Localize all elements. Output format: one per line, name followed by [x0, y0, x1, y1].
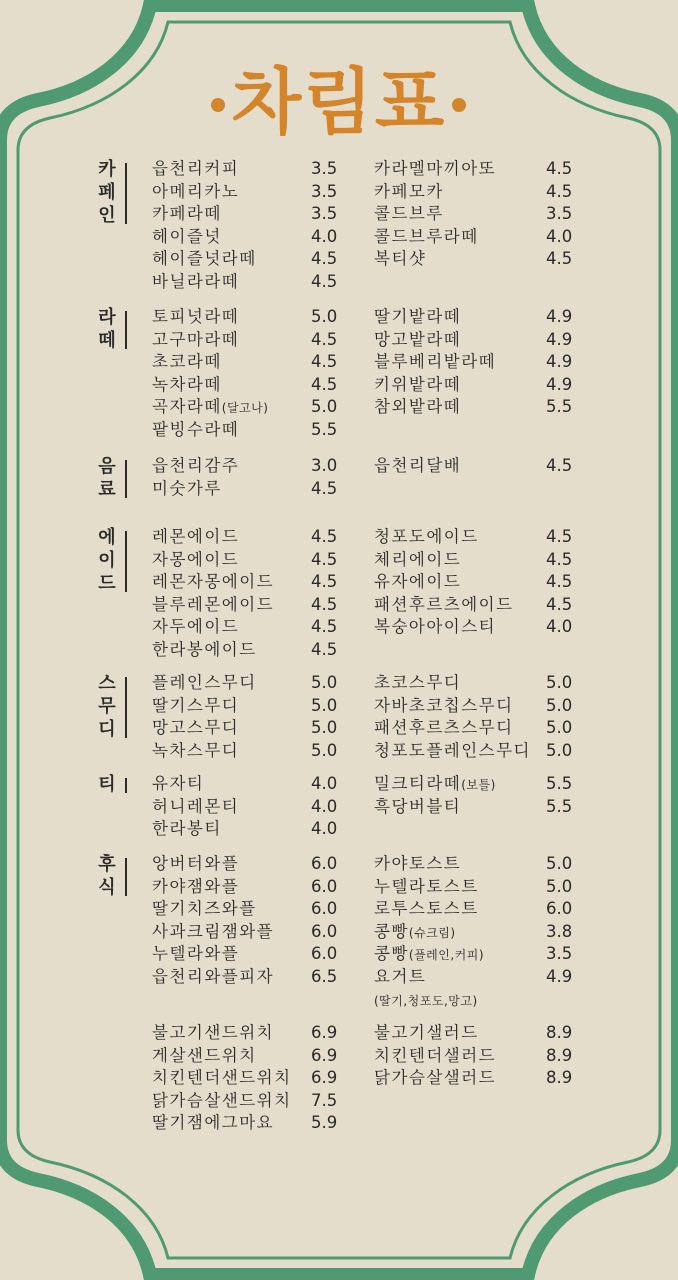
menu-item-price: 4.5: [546, 249, 573, 269]
menu-item-name: 치킨텐더샌드위치: [152, 1068, 292, 1088]
category-char: 이: [98, 550, 116, 571]
menu-item-price: 4.5: [546, 594, 573, 614]
category-char: 페: [98, 182, 116, 203]
category-char: 카: [98, 159, 116, 180]
category-label: [94, 526, 120, 595]
menu-item-price: 6.9: [311, 1068, 338, 1088]
menu-item-name: 바닐라라떼: [152, 271, 240, 291]
menu-item-name: 콩빵(슈크림): [374, 921, 456, 941]
menu-item-name: 체리에이드: [374, 549, 462, 569]
category-char: 스: [98, 673, 116, 694]
menu-item-name: 콩빵(플레인,커피): [374, 944, 485, 964]
menu-item-price: 4.9: [546, 329, 573, 349]
menu-item-name: 읍천리감주: [152, 456, 240, 475]
menu-item-price: 3.5: [311, 159, 338, 178]
menu-item-name: 패션후르츠스무디: [374, 718, 514, 738]
menu-item-price: 4.5: [546, 572, 573, 592]
menu-item-price: 5.0: [546, 854, 573, 873]
menu-item-name: 복숭아아이스티: [374, 617, 497, 637]
menu-item-name: 치킨텐더샐러드: [374, 1045, 497, 1065]
menu-item-price: 5.5: [546, 774, 573, 793]
menu-item-name: 콜드브루: [374, 204, 444, 224]
menu-item-price: 4.5: [311, 352, 338, 372]
menu-item-price: 4.0: [311, 819, 338, 839]
menu-item-price: 5.0: [311, 718, 338, 738]
menu-item-name: 카라멜마끼아또: [374, 159, 497, 178]
menu-item-price: 8.9: [546, 1045, 573, 1065]
category-char: 디: [98, 719, 116, 740]
category-divider: [125, 163, 127, 224]
menu-item-price: 5.5: [311, 419, 338, 439]
category-label: [94, 158, 120, 227]
menu-item-name: 로투스토스트: [374, 899, 479, 919]
menu-item-name: 참외밭라떼: [374, 397, 462, 417]
menu-item-price: 5.0: [546, 718, 573, 738]
category-char: 떼: [98, 330, 116, 351]
menu-item-price: 6.9: [311, 1023, 338, 1042]
menu-item-price: 3.0: [311, 456, 338, 475]
menu-title: 차림표: [231, 60, 447, 144]
menu-item-name: 자바초코칩스무디: [374, 695, 514, 715]
menu-item-price: 7.5: [311, 1090, 338, 1110]
menu-item-price: 4.5: [311, 374, 338, 394]
menu-item-name: 키위밭라떼: [374, 374, 462, 394]
menu-item-price: 4.5: [311, 329, 338, 349]
category-label: [94, 306, 120, 352]
menu-item-name: 카야잼와플: [152, 876, 240, 896]
menu-item-note: (플레인,커피): [408, 948, 485, 963]
menu-item-price: 5.9: [311, 1113, 338, 1133]
menu-item-name: 아메리카노: [152, 181, 240, 201]
menu-item-price: 5.0: [311, 740, 338, 760]
category-char: 식: [98, 877, 116, 898]
category-char: 무: [98, 696, 116, 717]
category-divider: [125, 460, 127, 498]
menu-item-price: 6.9: [311, 1045, 338, 1065]
category-char: 료: [98, 479, 116, 500]
menu-item-name: 허니레몬티: [152, 796, 240, 816]
menu-item-name: 복티샷: [374, 249, 427, 269]
menu-item-name: 읍천리달배: [374, 456, 462, 475]
menu-item-name: 누텔라토스트: [374, 876, 479, 896]
menu-item-price: 4.5: [546, 159, 573, 178]
menu-item-price: 3.5: [546, 944, 573, 964]
menu-item-name: 자두에이드: [152, 617, 240, 637]
menu-item-price: 8.9: [546, 1068, 573, 1088]
menu-item-name: 카페라떼: [152, 204, 222, 224]
menu-item-name: 카페모카: [374, 181, 444, 201]
menu-item-price: 6.0: [311, 944, 338, 964]
menu-item-name: 블루레몬에이드: [152, 594, 275, 614]
category-char: 드: [98, 573, 116, 594]
menu-item-name: 토피넛라떼: [152, 307, 240, 326]
menu-item-price: 4.5: [311, 249, 338, 269]
menu-item-note: (딸기,청포도,망고): [374, 993, 478, 1008]
menu-item-price: 4.5: [546, 549, 573, 569]
menu-item-name: 딸기치즈와플: [152, 899, 257, 919]
menu-item-name: 망고스무디: [152, 718, 240, 738]
menu-item-name: 한라봉에이드: [152, 639, 257, 659]
menu-item-name: 고구마라떼: [152, 329, 240, 349]
menu-item-name: [374, 989, 478, 1013]
menu-item-price: 4.5: [311, 594, 338, 614]
menu-item-price: 8.9: [546, 1023, 573, 1042]
menu-item-price: 3.8: [546, 921, 573, 941]
category-char: 에: [98, 527, 116, 548]
menu-item-name: 초코라떼: [152, 352, 222, 372]
menu-item-name: 유자에이드: [374, 572, 462, 592]
menu-item-price: 6.0: [311, 876, 338, 896]
menu-item-price: 5.0: [311, 307, 338, 326]
category-divider: [125, 858, 127, 896]
menu-item-price: 4.5: [546, 527, 573, 546]
menu-item-price: 3.5: [546, 204, 573, 224]
menu-item-price: 6.0: [311, 921, 338, 941]
menu-item-price: 5.0: [311, 673, 338, 692]
menu-item-name: 유자티: [152, 774, 205, 793]
menu-item-name: 카야토스트: [374, 854, 462, 873]
menu-item-price: 5.5: [546, 397, 573, 417]
menu-item-name: 흑당버블티: [374, 796, 462, 816]
menu-item-price: 4.9: [546, 966, 573, 986]
menu-item-name: 누텔라와플: [152, 944, 240, 964]
menu-item-price: 5.0: [311, 695, 338, 715]
menu-item-note: (달고나): [221, 401, 269, 416]
menu-item-price: 4.9: [546, 307, 573, 326]
menu-item-name: 자몽에이드: [152, 549, 240, 569]
menu-item-price: 3.5: [311, 181, 338, 201]
menu-item-name: 미숫가루: [152, 478, 222, 498]
menu-item-name: 청포도플레인스무디: [374, 740, 531, 760]
menu-item-price: 5.0: [546, 695, 573, 715]
menu-item-price: 4.5: [311, 271, 338, 291]
menu-item-price: 6.0: [546, 899, 573, 919]
category-char: 후: [98, 854, 116, 875]
menu-item-price: 5.0: [311, 397, 338, 417]
category-divider: [125, 311, 127, 349]
category-label: [94, 455, 120, 501]
title-dot-right: [452, 98, 466, 112]
menu-item-name: 한라봉티: [152, 819, 222, 839]
menu-item-price: 4.9: [546, 352, 573, 372]
menu-item-name: 헤이즐넛라떼: [152, 249, 257, 269]
menu-item-note: (슈크림): [408, 925, 456, 940]
menu-item-name: 헤이즐넛: [152, 226, 222, 246]
category-label: [94, 773, 120, 796]
title-area: [0, 52, 678, 162]
menu-item-price: 4.5: [311, 549, 338, 569]
menu-item-name: 블루베리밭라떼: [374, 352, 497, 372]
menu-item-name: 요거트: [374, 966, 427, 986]
menu-item-price: 4.9: [546, 374, 573, 394]
category-label: [94, 853, 120, 899]
menu-item-price: 4.5: [311, 572, 338, 592]
menu-item-name: 딸기잼에그마요: [152, 1113, 275, 1133]
menu-item-name: 녹차스무디: [152, 740, 240, 760]
category-char: 인: [98, 205, 116, 226]
menu-item-price: 4.0: [546, 617, 573, 637]
menu-item-price: 4.0: [311, 774, 338, 793]
menu-item-price: 5.0: [546, 673, 573, 692]
category-divider: [125, 778, 127, 793]
category-divider: [125, 677, 127, 738]
menu-item-name: 녹차라떼: [152, 374, 222, 394]
menu-item-name: 불고기샌드위치: [152, 1023, 275, 1042]
menu-item-name: 닭가슴살샐러드: [374, 1068, 497, 1088]
menu-item-name: 곡자라떼(달고나): [152, 397, 269, 417]
menu-item-name: 딸기스무디: [152, 695, 240, 715]
menu-item-name: 읍천리커피: [152, 159, 240, 178]
menu-item-price: 6.0: [311, 899, 338, 919]
menu-item-name: 닭가슴살샌드위치: [152, 1090, 292, 1110]
menu-item-name: 레몬자몽에이드: [152, 572, 275, 592]
menu-item-price: 4.5: [311, 527, 338, 546]
menu-item-name: 레몬에이드: [152, 527, 240, 546]
menu-item-name: 딸기밭라떼: [374, 307, 462, 326]
menu-item-name: 팥빙수라떼: [152, 419, 240, 439]
category-char: 음: [98, 456, 116, 477]
menu-item-name: 불고기샐러드: [374, 1023, 479, 1042]
menu-item-name: 밀크티라떼(보틀): [374, 774, 496, 793]
menu-item-price: 4.0: [311, 226, 338, 246]
menu-item-price: 6.5: [311, 966, 338, 986]
menu-item-name: 게살샌드위치: [152, 1045, 257, 1065]
menu-item-price: 4.5: [311, 478, 338, 498]
menu-item-name: 읍천리와플피자: [152, 966, 275, 986]
category-char: 티: [98, 774, 116, 795]
menu-item-price: 4.5: [546, 456, 573, 475]
menu-item-price: 3.5: [311, 204, 338, 224]
menu-item-price: 4.0: [311, 796, 338, 816]
menu-item-name: 사과크림잼와플: [152, 921, 275, 941]
menu-item-price: 5.5: [546, 796, 573, 816]
menu-item-name: 앙버터와플: [152, 854, 240, 873]
menu-item-name: 플레인스무디: [152, 673, 257, 692]
menu-item-name: 초코스무디: [374, 673, 462, 692]
menu-item-name: 콜드브루라떼: [374, 226, 479, 246]
menu-item-price: 5.0: [546, 740, 573, 760]
category-char: 라: [98, 307, 116, 328]
menu-item-price: 4.5: [546, 181, 573, 201]
menu-item-name: 청포도에이드: [374, 527, 479, 546]
category-divider: [125, 531, 127, 592]
menu-item-price: 4.5: [311, 639, 338, 659]
menu-item-name: 망고밭라떼: [374, 329, 462, 349]
menu-item-price: 4.5: [311, 617, 338, 637]
category-label: [94, 672, 120, 741]
menu-item-price: 4.0: [546, 226, 573, 246]
menu-item-price: 6.0: [311, 854, 338, 873]
menu-item-note: (보틀): [461, 778, 496, 792]
menu-item-price: 5.0: [546, 876, 573, 896]
menu-item-name: 패션후르츠에이드: [374, 594, 514, 614]
